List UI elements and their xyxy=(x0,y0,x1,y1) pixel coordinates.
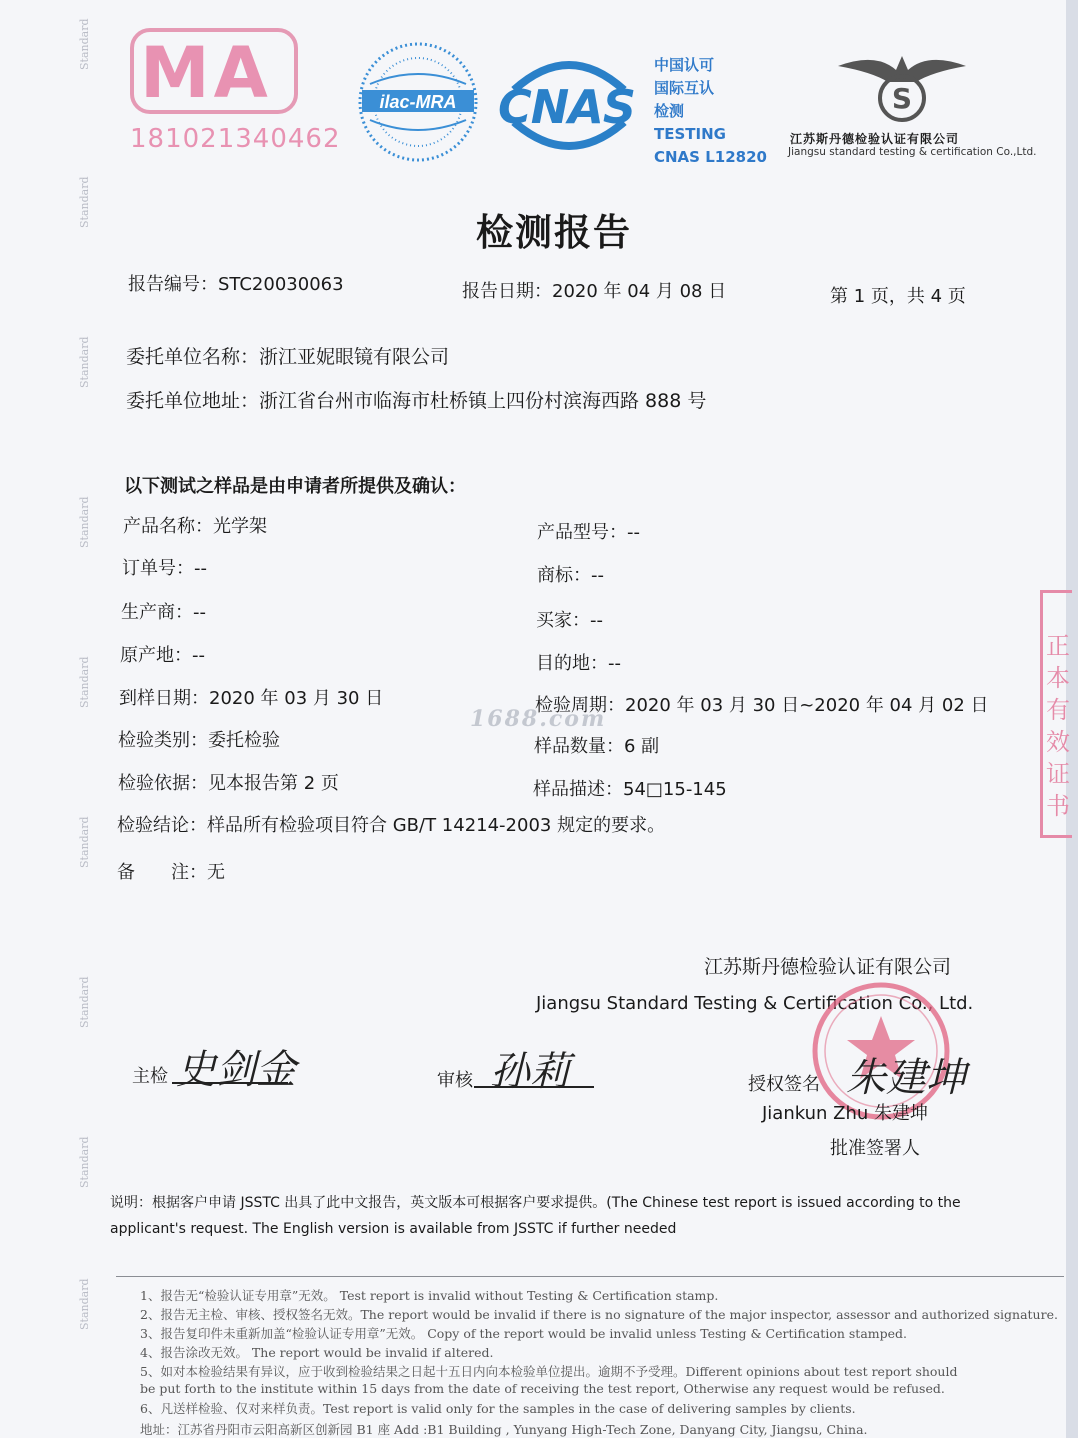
side-watermark: Standard xyxy=(78,656,91,708)
edge-stamp-text: 正本有效证书 xyxy=(1046,632,1070,820)
note-item: 6、凡送样检验、仅对来样负责。Test report is valid only for the samples in the case of delivering samples by clients. xyxy=(140,1401,856,1416)
cnas-info-line: TESTING xyxy=(654,125,726,143)
field-buyer: 买家：-- xyxy=(536,610,603,631)
side-watermark: Standard xyxy=(78,816,91,868)
field-remarks: 备 注：无 xyxy=(117,862,225,883)
field-arrival-date: 到样日期：2020 年 03 月 30 日 xyxy=(119,688,384,709)
main-inspector-line xyxy=(172,1082,288,1084)
cnas-info-line: 检测 xyxy=(654,102,685,120)
field-manufacturer: 生产商：-- xyxy=(121,602,206,623)
side-watermark: Standard xyxy=(78,976,91,1028)
authorized-signer-title: 批准签署人 xyxy=(830,1138,920,1159)
svg-text:S: S xyxy=(891,82,913,115)
ma-number: 181021340462 xyxy=(130,124,341,154)
page-title: 检测报告 xyxy=(476,211,632,254)
company-name-cn-header: 江苏斯丹德检验认证有限公司 xyxy=(790,132,960,146)
company-name-en: Jiangsu Standard Testing & Certification Co., Ltd. xyxy=(536,993,974,1014)
explanation-line-1: 说明：根据客户申请 JSSTC 出具了此中文报告，英文版本可根据客户要求提供。(The Chinese test report is issued according to the xyxy=(110,1195,961,1211)
note-item: 1、报告无“检验认证专用章”无效。 Test report is invalid without Testing & Certification stamp. xyxy=(140,1288,719,1303)
company-eagle-logo xyxy=(836,42,968,128)
authorized-signature: 朱建坤 xyxy=(846,1055,966,1101)
field-sample-description: 样品描述：54□15-145 xyxy=(533,779,727,800)
field-inspection-type: 检验类别：委托检验 xyxy=(118,730,280,751)
field-sample-quantity: 样品数量：6 副 xyxy=(534,736,660,757)
field-product-name: 产品名称：光学架 xyxy=(123,516,267,537)
side-watermark: Standard xyxy=(78,1278,91,1330)
report-date: 报告日期：2020 年 04 月 08 日 xyxy=(462,281,727,302)
field-inspection-basis: 检验依据：见本报告第 2 页 xyxy=(118,773,339,794)
field-inspection-period: 检验周期：2020 年 03 月 30 日~2020 年 04 月 02 日 xyxy=(535,695,989,716)
ilac-mra-logo xyxy=(356,40,480,164)
field-trademark: 商标：-- xyxy=(537,565,604,586)
reviewer-line xyxy=(474,1086,594,1088)
company-name-cn: 江苏斯丹德检验认证有限公司 xyxy=(704,956,952,978)
client-address: 委托单位地址：浙江省台州市临海市杜桥镇上四份村滨海西路 888 号 xyxy=(126,390,707,412)
cnas-logo: CNAS xyxy=(498,80,635,134)
note-item: 4、报告涂改无效。 The report would be invalid if altered. xyxy=(140,1345,494,1360)
report-number: 报告编号：STC20030063 xyxy=(128,274,344,295)
side-watermark: Standard xyxy=(78,496,91,548)
explanation-line-2: applicant's request. The English version is available from JSSTC if further needed xyxy=(110,1221,677,1237)
cnas-info xyxy=(654,54,767,169)
ma-logo: MA xyxy=(140,32,272,114)
sample-intro: 以下测试之样品是由申请者所提供及确认： xyxy=(124,476,466,497)
address-footer: 地址：江苏省丹阳市云阳高新区创新园 B1 座 Add :B1 Building , Yunyang High-Tech Zone, Danyang City, Jiangsu, China. xyxy=(140,1422,868,1437)
site-watermark: 1688.com xyxy=(470,706,607,732)
side-watermark: Standard xyxy=(78,176,91,228)
field-origin: 原产地：-- xyxy=(120,645,205,666)
ilac-text: ilac-MRA xyxy=(379,92,457,112)
side-watermark: Standard xyxy=(78,18,91,70)
field-destination: 目的地：-- xyxy=(536,653,621,674)
note-item: be put forth to the institute within 15 days from the date of receiving the test report, Otherwise any request would be refused. xyxy=(140,1381,945,1396)
authorized-signer-name: Jiankun Zhu 朱建坤 xyxy=(762,1103,929,1124)
authorized-signature-label: 授权签名 xyxy=(748,1074,820,1095)
field-product-model: 产品型号：-- xyxy=(537,522,640,543)
page-number: 第 1 页，共 4 页 xyxy=(830,286,966,307)
reviewer-label: 审核 xyxy=(437,1070,473,1091)
cnas-info-line: 国际互认 xyxy=(654,79,715,97)
field-conclusion: 检验结论：样品所有检验项目符合 GB/T 14214-2003 规定的要求。 xyxy=(117,815,666,836)
client-name: 委托单位名称：浙江亚妮眼镜有限公司 xyxy=(126,346,450,368)
cnas-info-line: CNAS L12820 xyxy=(654,148,767,166)
note-item: 5、如对本检验结果有异议，应于收到检验结果之日起十五日内向本检验单位提出。逾期不予受理。Different opinions about test report should xyxy=(140,1364,958,1379)
main-inspector-label: 主检 xyxy=(132,1066,168,1087)
side-watermark: Standard xyxy=(78,1136,91,1188)
notes-divider xyxy=(116,1276,1064,1277)
note-item: 2、报告无主检、审核、授权签名无效。The report would be invalid if there is no signature of the major inspector, assessor and authorized signature. xyxy=(140,1307,1058,1322)
field-order-no: 订单号：-- xyxy=(122,558,207,579)
note-item: 3、报告复印件未重新加盖“检验认证专用章”无效。 Copy of the report would be invalid unless Testing & Certification stamped. xyxy=(140,1326,907,1341)
main-inspector-signature: 史剑金 xyxy=(176,1047,296,1093)
cnas-info-line: 中国认可 xyxy=(654,56,715,74)
side-watermark: Standard xyxy=(78,336,91,388)
reviewer-signature: 孙莉 xyxy=(490,1049,570,1095)
company-name-en-header: Jiangsu standard testing & certification Co.,Ltd. xyxy=(788,146,1037,158)
